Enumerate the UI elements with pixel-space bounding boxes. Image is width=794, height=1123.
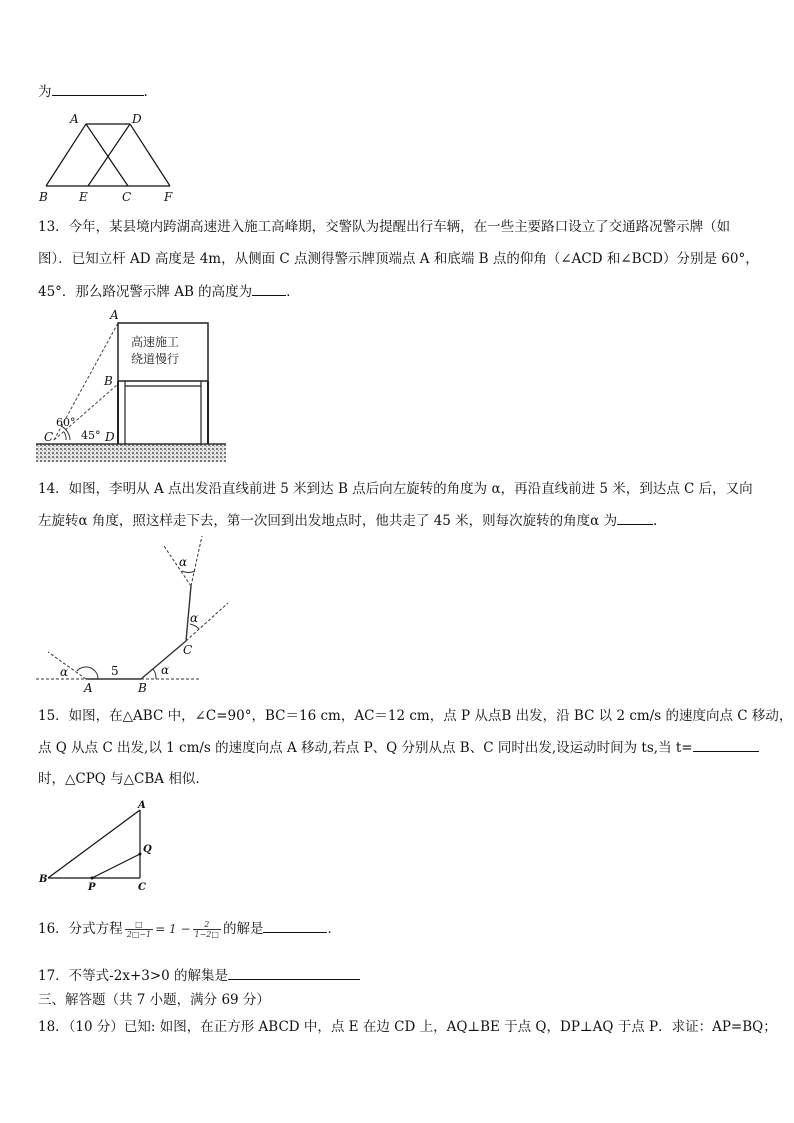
q16-line — [38, 918, 341, 940]
q16-fraction-2-numerator: 2 — [193, 920, 221, 930]
q13-line-3-suffix: ． — [286, 284, 300, 300]
q14-line-2-suffix: ． — [653, 513, 667, 529]
q12-label-b: B — [39, 190, 48, 204]
q12-label-e: E — [79, 190, 88, 204]
q14-label-c: C — [183, 643, 193, 657]
q13-label-b: B — [104, 374, 113, 388]
q15-line-2-prefix: 点 Q 从点 C 出发,以 1 cm/s 的速度向点 A 移动,若点 P、Q 分别从点 B、C 同时出发,设运动时间为 ts,当 t= — [38, 740, 693, 756]
q15-segment-ab — [48, 810, 140, 878]
q16-fraction-2-denominator: 1−2□ — [194, 930, 219, 939]
q12-prefix: 为 — [38, 84, 52, 100]
q13-label-d: D — [105, 430, 115, 444]
q15-label-p: P — [88, 882, 96, 893]
q14-label-length: 5 — [111, 664, 119, 678]
q17-text: 17．不等式-2x+3>0 的解集是 — [38, 968, 229, 984]
q12-label-d: D — [132, 112, 142, 126]
q13-line-2: 图）．已知立杆 AD 高度是 4m，从侧面 C 点测得警示牌顶端点 A 和底端 B 点的仰角（∠ACD 和∠BCD）分别是 60°， — [38, 251, 759, 267]
q14-label-b: B — [138, 681, 147, 695]
q14-label-alpha-d: α — [179, 555, 188, 569]
q12-segment-ab — [46, 124, 86, 186]
q13-ground — [36, 444, 226, 462]
q14-line-2-prefix: 左旋转α 角度，照这样走下去，第一次回到出发地点时，他共走了 45 米，则每次旋转的角度α 为 — [38, 513, 618, 529]
q15-line-3: 时，△CPQ 与△CBA 相似． — [38, 771, 209, 787]
q15-label-a: A — [138, 800, 146, 811]
q14-label-alpha-c: α — [190, 611, 199, 625]
q13-sign-line-1: 高速施工 — [131, 335, 180, 349]
q12-label-a: A — [70, 112, 79, 126]
q15-segment-pq — [92, 854, 140, 878]
q16-end: ． — [327, 921, 341, 937]
q14-label-a: A — [84, 681, 93, 695]
q14-label-alpha-b: α — [161, 663, 170, 677]
q12-blank — [52, 82, 144, 96]
q16-fraction-1-denominator: 2□−1 — [126, 930, 152, 939]
q14-line-2 — [38, 511, 667, 530]
q13-label-c: C — [44, 430, 54, 444]
q12-segment-ac — [86, 124, 128, 186]
q16-blank — [263, 919, 327, 933]
q14-blank — [617, 511, 653, 525]
q13-label-a: A — [110, 308, 119, 322]
q13-angle-45: 45° — [81, 429, 101, 442]
q13-angle-60: 60° — [56, 416, 76, 429]
q15-line-1: 15．如图，在△ABC 中，∠C=90°，BC＝16 cm，AC＝12 cm，点 P 从点B 出发，沿 BC 以 2 cm/s 的速度向点 C 移动， — [38, 708, 793, 724]
q14-line-1: 14．如图，李明从 A 点出发沿直线前进 5 米到达 B 点后向左旋转的角度为 α，再沿直线前进 5 米，到达点 C 后，又向 — [38, 481, 753, 497]
q15-line-2 — [38, 738, 759, 757]
q12-label-f: F — [164, 190, 173, 204]
q13-line-1: 13．今年，某县境内跨湖高速进入施工高峰期，交警队为提醒出行车辆，在一些主要路口设立了交通路况警示牌（如 — [38, 219, 731, 235]
q17-line — [38, 966, 360, 985]
q13-figure — [36, 308, 230, 464]
q13-line-3-prefix: 45°．那么路况警示牌 AB 的高度为 — [38, 284, 253, 300]
q16-fraction-1 — [125, 920, 153, 939]
q12-segment-de — [88, 124, 130, 186]
q12-label-c: C — [122, 190, 132, 204]
q15-label-c: C — [138, 882, 146, 893]
q13-line-3 — [38, 282, 300, 301]
q12-suffix: . — [143, 84, 148, 100]
q16-suffix-label: 的解是 — [222, 921, 264, 937]
q12-figure — [34, 110, 184, 205]
section-3-title: 三、解答题（共 7 小题，满分 69 分） — [38, 992, 270, 1008]
q15-blank — [693, 738, 759, 752]
q16-fraction-2 — [193, 920, 221, 939]
q13-blank — [252, 282, 286, 296]
q14-figure — [36, 536, 236, 696]
q18-line: 18．（10 分）已知: 如图，在正方形 ABCD 中，点 E 在边 CD 上，AQ⊥BE 于点 Q，DP⊥AQ 于点 P．求证：AP=BQ； — [38, 1019, 777, 1035]
q16-fraction-1-numerator: □ — [125, 920, 153, 930]
q16-prefix: 16．分式方程 — [38, 921, 123, 937]
q16-equals: = 1 − — [155, 922, 191, 936]
q14-label-alpha-a: α — [60, 665, 69, 679]
q17-blank — [228, 966, 360, 980]
q15-label-b: B — [39, 874, 48, 885]
q12-segment-df — [130, 124, 170, 186]
q15-label-q: Q — [143, 844, 152, 855]
q15-figure — [36, 800, 166, 892]
q13-sign-line-2: 绕道慢行 — [131, 352, 180, 366]
q12-answer-line — [38, 82, 148, 101]
